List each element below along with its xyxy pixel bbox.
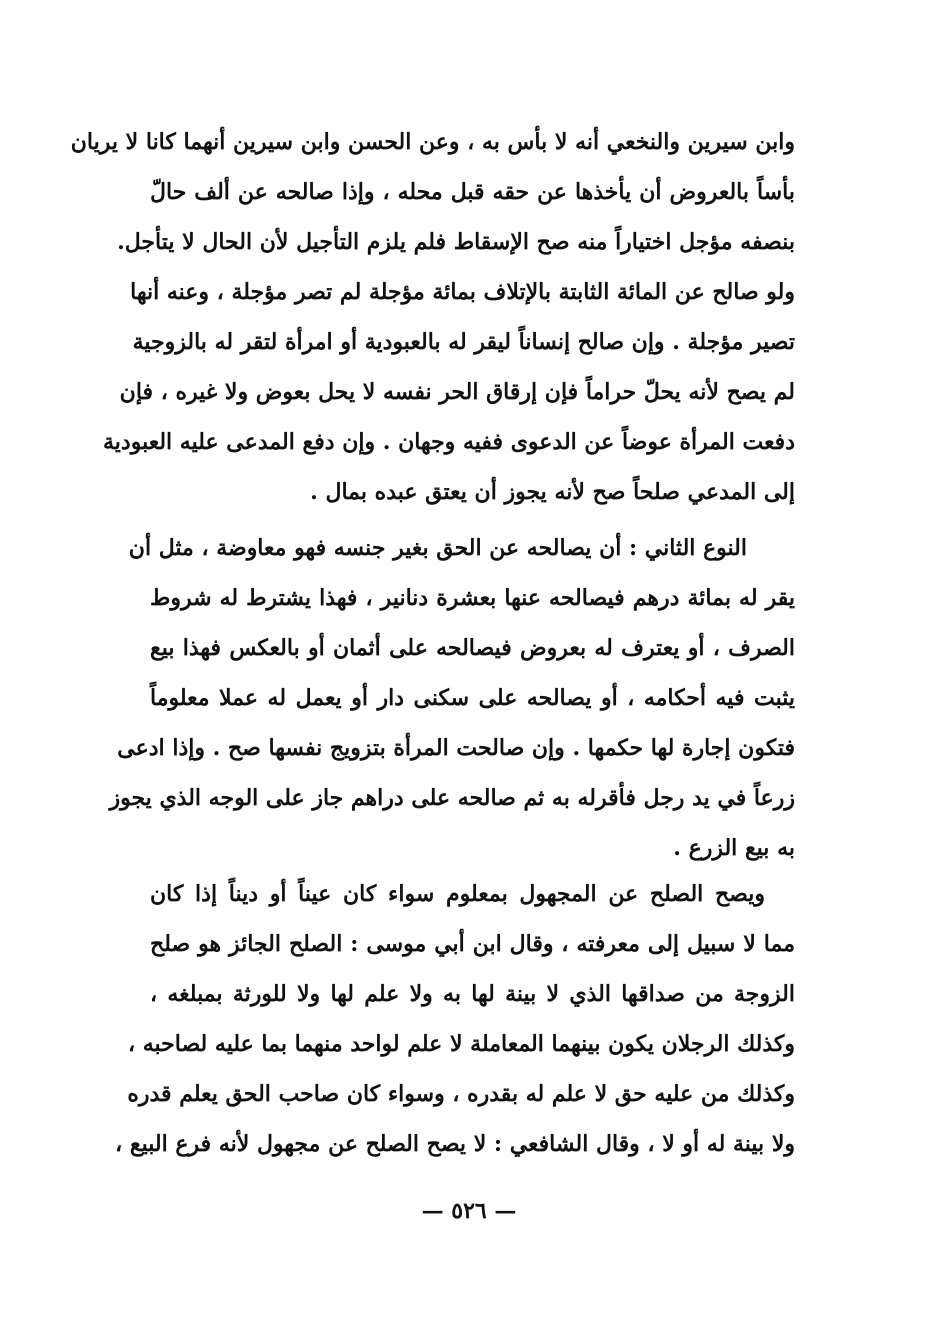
text-line: تصير مؤجلة . وإن صالح إنساناً ليقر له بالعبودية أو امرأة لتقر له بالزوجية xyxy=(132,329,795,355)
text-line: لم يصح لأنه يحلّ حراماً فإن إرقاق الحر نفسه لا يحل بعوض ولا غيره ، فإن xyxy=(119,379,795,405)
paragraph-2 xyxy=(109,523,795,873)
text-line: بنصفه مؤجل اختياراً منه صح الإسقاط فلم يلزم التأجيل لأن الحال لا يتأجل. xyxy=(117,229,795,255)
text-line: زرعاً في يد رجل فأقرله به ثم صالحه على دراهم جاز على الوجه الذي يجوز xyxy=(109,785,795,811)
text-line: مما لا سبيل إلى معرفته ، وقال ابن أبي موسى : الصلح الجائز هو صلح xyxy=(150,931,795,957)
text-line: الزوجة من صداقها الذي لا بينة لها به ولا علم لها ولا للورثة بمبلغه ، xyxy=(150,981,795,1007)
text-line: وكذلك الرجلان يكون بينهما المعاملة لا علم لواحد منهما بما عليه لصاحبه ، xyxy=(127,1031,795,1057)
text-line: يثبت فيه أحكامه ، أو يصالحه على سكنى دار أو يعمل له عملا معلوماً xyxy=(150,685,795,711)
paragraph-3 xyxy=(115,869,795,1169)
text-line: النوع الثاني : أن يصالحه عن الحق بغير جنسه فهو معاوضة ، مثل أن xyxy=(128,535,747,561)
text-line: ولو صالح عن المائة الثابتة بالإتلاف بمائة مؤجلة لم تصر مؤجلة ، وعنه أنها xyxy=(130,279,795,305)
paragraph-1 xyxy=(70,117,795,517)
text-line: إلى المدعي صلحاً صح لأنه يجوز أن يعتق عبده بمال . xyxy=(310,479,795,505)
text-line: ويصح الصلح عن المجهول بمعلوم سواء كان عيناً أو ديناً إذا كان xyxy=(150,881,765,907)
text-line: بأساً بالعروض أن يأخذها عن حقه قبل محله ، وإذا صالحه عن ألف حالّ xyxy=(150,179,795,205)
text-line: وكذلك من عليه حق لا علم له بقدره ، وسواء كان صاحب الحق يعلم قدره xyxy=(127,1081,795,1107)
text-line: دفعت المرأة عوضاً عن الدعوى ففيه وجهان . وإن دفع المدعى عليه العبودية xyxy=(103,429,795,455)
text-line: ولا بينة له أو لا ، وقال الشافعي : لا يصح الصلح عن مجهول لأنه فرع البيع ، xyxy=(115,1131,795,1157)
text-line: فتكون إجارة لها حكمها . وإن صالحت المرأة بتزويج نفسها صح . وإذا ادعى xyxy=(117,735,795,761)
text-line: يقر له بمائة درهم فيصالحه عنها بعشرة دنانير ، فهذا يشترط له شروط xyxy=(150,585,795,611)
text-line: وابن سيرين والنخعي أنه لا بأس به ، وعن الحسن وابن سيرين أنهما كانا لا يريان xyxy=(70,129,795,155)
text-line: به بيع الزرع . xyxy=(673,835,795,861)
page-number: — ٥٢٦ — xyxy=(421,1198,517,1224)
text-line: الصرف ، أو يعترف له بعروض فيصالحه على أثمان أو بالعكس فهذا بيع xyxy=(150,635,795,661)
